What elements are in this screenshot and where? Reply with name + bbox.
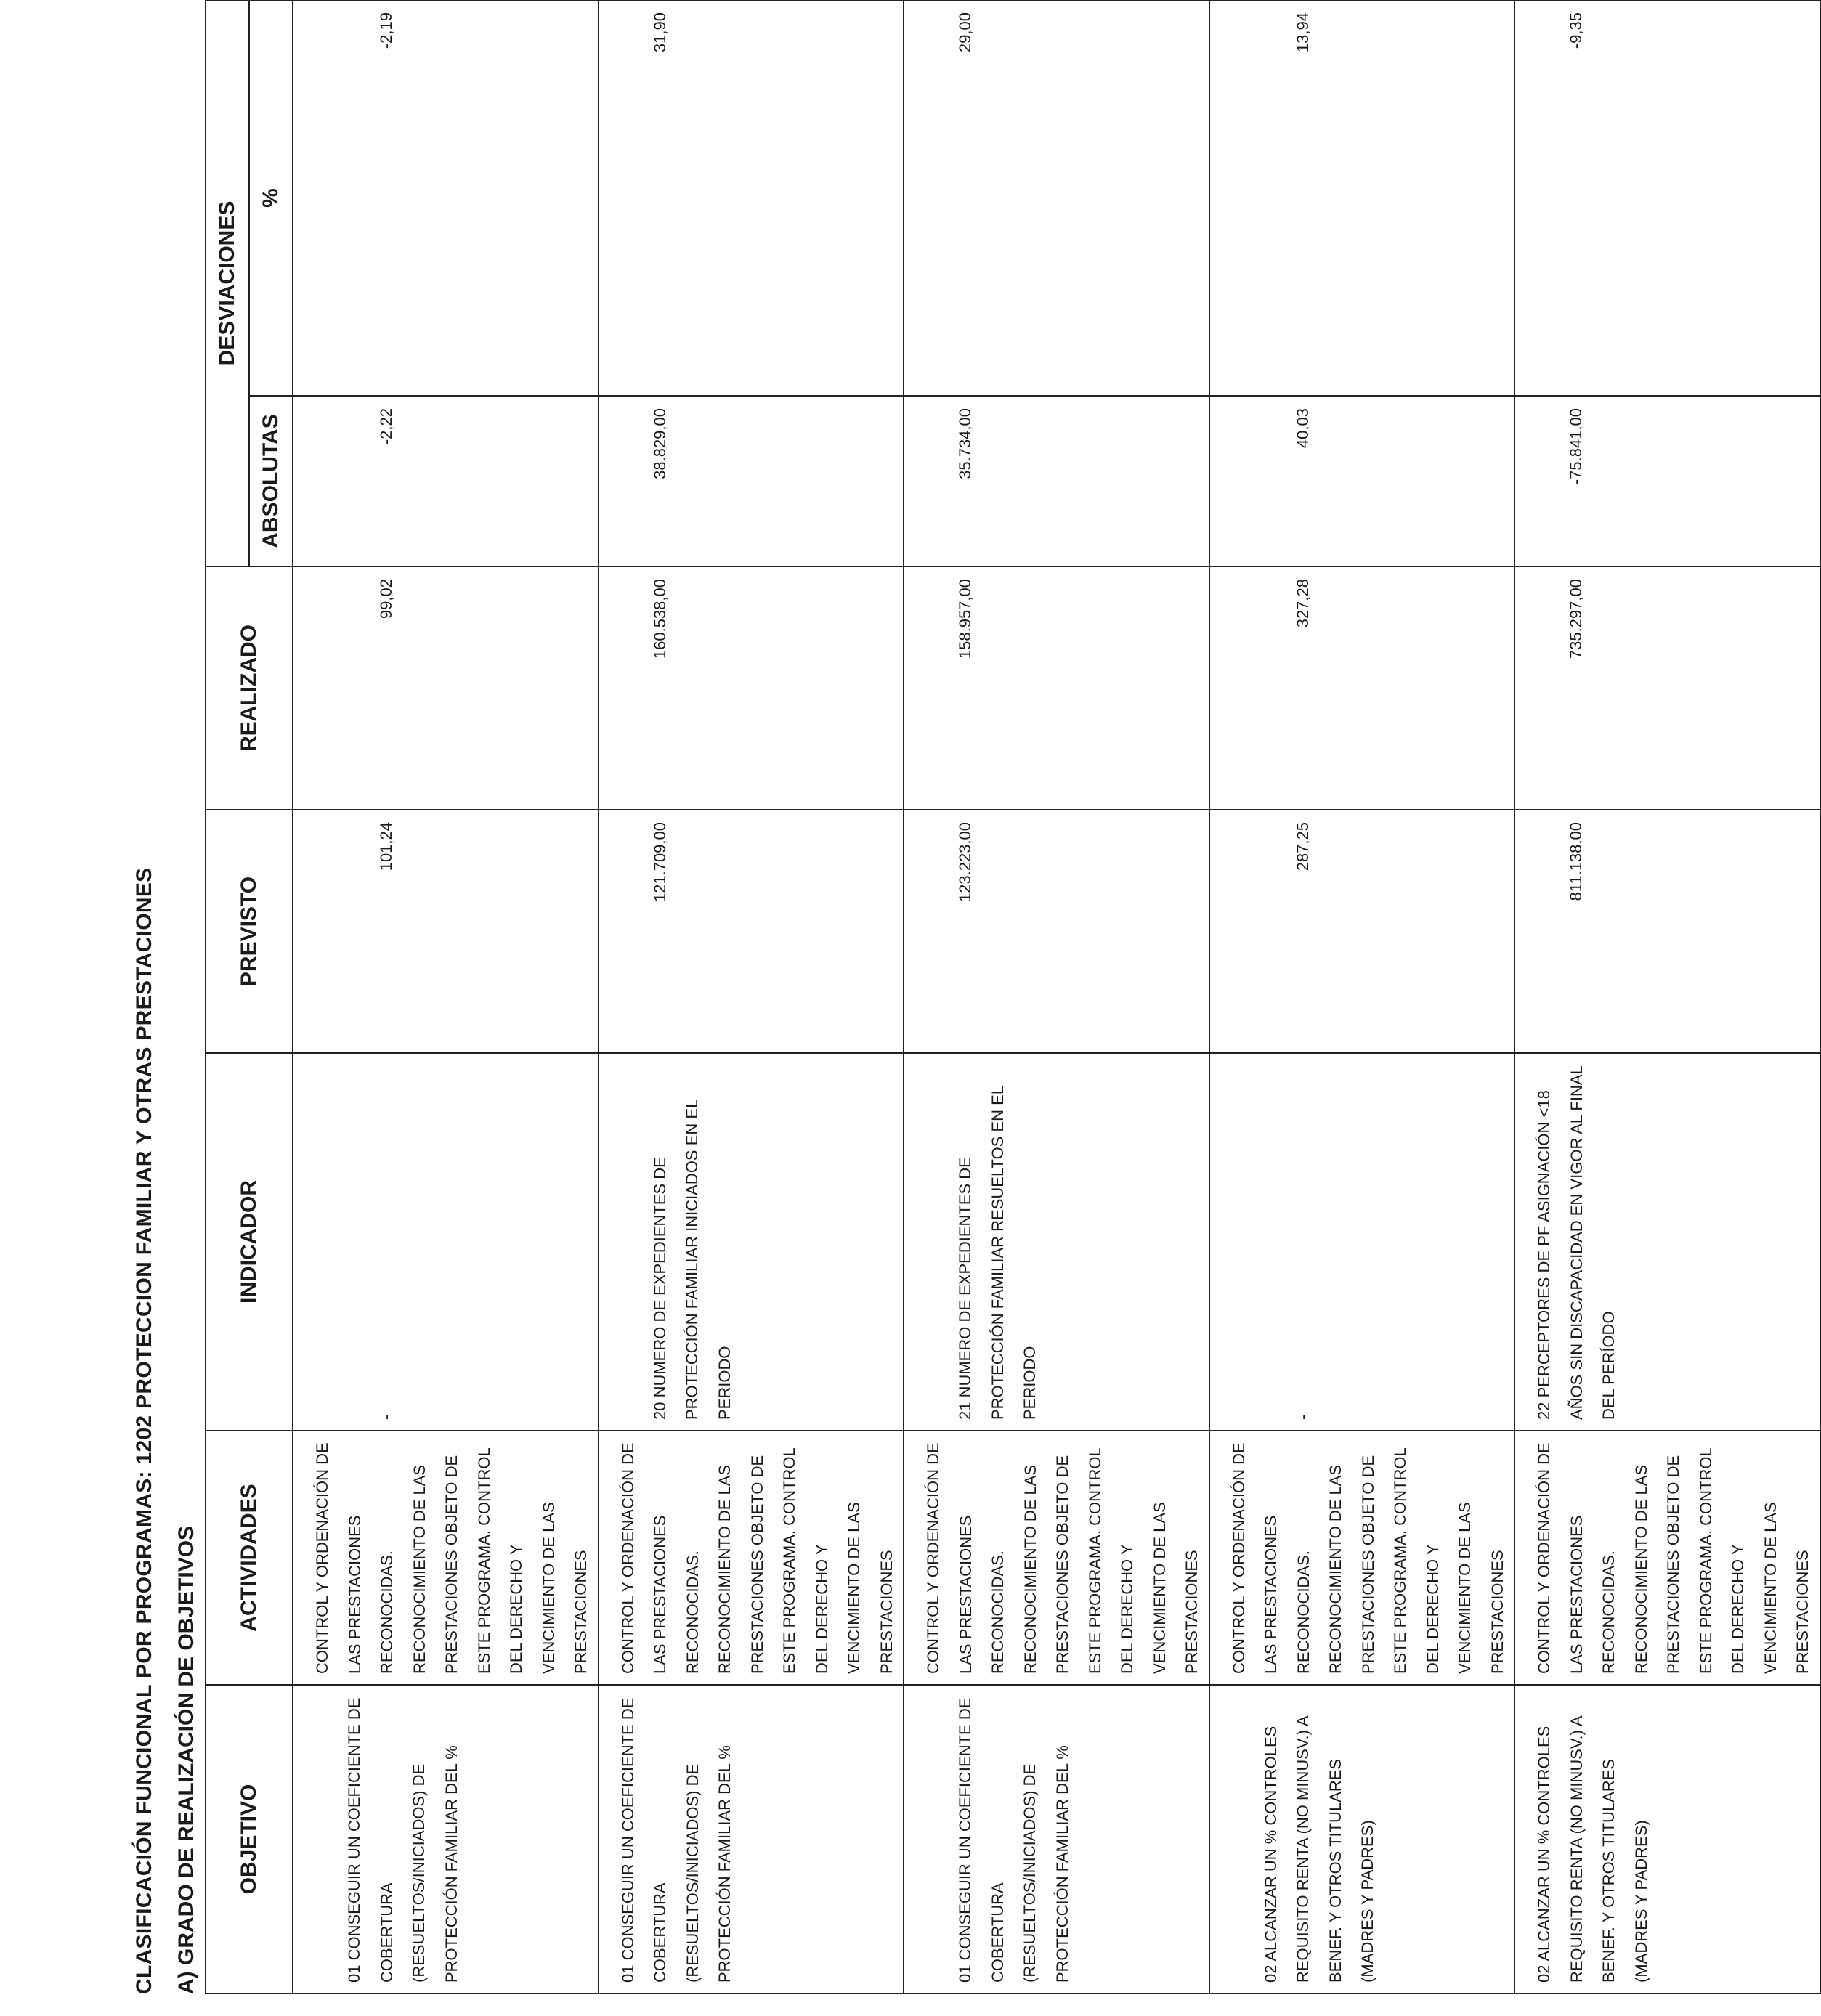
header-indicador: INDICADOR xyxy=(206,1053,293,1431)
objetivo-cell: 01 CONSEGUIR UN COEFICIENTE DE COBERTURA (RESUELTOS/INICIADOS) DE PROTECCIÓN FAMILIAR DEL % xyxy=(293,1685,599,1993)
realizado-cell: 160.538,00 xyxy=(599,566,904,810)
indicador-cell: 22 PERCEPTORES DE PF ASIGNACIÓN <18 AÑOS SIN DISCAPACIDAD EN VIGOR AL FINAL DEL PERÍODO xyxy=(1514,1053,1820,1431)
indicador-cell: - xyxy=(1209,1053,1515,1431)
objectives-table xyxy=(205,0,1821,1994)
actividades-cell: CONTROL Y ORDENACIÓN DE LAS PRESTACIONES RECONOCIDAS. RECONOCIMIENTO DE LAS PRESTACIONES OBJETO DE ESTE PROGRAMA. CONTROL DEL DERECHO Y VENCIMIENTO DE LAS PRESTACIONES xyxy=(293,1431,599,1685)
previsto-cell: 811.138,00 xyxy=(1514,810,1820,1053)
actividades-cell: CONTROL Y ORDENACIÓN DE LAS PRESTACIONES RECONOCIDAS. RECONOCIMIENTO DE LAS PRESTACIONES OBJETO DE ESTE PROGRAMA. CONTROL DEL DERECHO Y VENCIMIENTO DE LAS PRESTACIONES xyxy=(1514,1431,1820,1685)
previsto-cell: 101,24 xyxy=(293,810,599,1053)
header-objetivo: OBJETIVO xyxy=(206,1685,293,1993)
table-row xyxy=(1209,0,1515,1993)
actividades-cell: CONTROL Y ORDENACIÓN DE LAS PRESTACIONES RECONOCIDAS. RECONOCIMIENTO DE LAS PRESTACIONES OBJETO DE ESTE PROGRAMA. CONTROL DEL DERECHO Y VENCIMIENTO DE LAS PRESTACIONES xyxy=(904,1431,1209,1685)
header-porcentaje: % xyxy=(249,0,293,396)
realizado-cell: 158.957,00 xyxy=(904,566,1209,810)
previsto-cell: 287,25 xyxy=(1209,810,1515,1053)
header-absolutas: ABSOLUTAS xyxy=(249,396,293,566)
absolutas-cell: -2,22 xyxy=(293,396,599,566)
header-desviaciones: DESVIACIONES xyxy=(206,0,249,566)
table-row xyxy=(904,0,1209,1993)
table-row xyxy=(599,0,904,1993)
absolutas-cell: 35.734,00 xyxy=(904,396,1209,566)
objetivo-cell: 02 ALCANZAR UN % CONTROLES REQUISITO RENTA (NO MINUSV.) A BENEF. Y OTROS TITULARES (MADRES Y PADRES) xyxy=(1209,1685,1515,1993)
absolutas-cell: 38.829,00 xyxy=(599,396,904,566)
indicador-cell: 21 NUMERO DE EXPEDIENTES DE PROTECCIÓN FAMILIAR RESUELTOS EN EL PERIODO xyxy=(904,1053,1209,1431)
porcentaje-cell: 29,00 xyxy=(904,0,1209,396)
section-heading: A) GRADO DE REALIZACIÓN DE OBJETIVOS xyxy=(174,1525,198,1994)
indicador-cell: - xyxy=(293,1053,599,1431)
header-realizado: REALIZADO xyxy=(206,566,293,810)
document-title: CLASIFICACIÓN FUNCIONAL POR PROGRAMAS: 1202 PROTECCION FAMILIAR Y OTRAS PRESTACIONES xyxy=(132,867,156,1994)
porcentaje-cell: -2,19 xyxy=(293,0,599,396)
absolutas-cell: 40,03 xyxy=(1209,396,1515,566)
porcentaje-cell: 31,90 xyxy=(599,0,904,396)
porcentaje-cell: 13,94 xyxy=(1209,0,1515,396)
porcentaje-cell: -9,35 xyxy=(1514,0,1820,396)
header-actividades: ACTIVIDADES xyxy=(206,1431,293,1685)
objetivo-cell: 01 CONSEGUIR UN COEFICIENTE DE COBERTURA (RESUELTOS/INICIADOS) DE PROTECCIÓN FAMILIAR DEL % xyxy=(904,1685,1209,1993)
realizado-cell: 327,28 xyxy=(1209,566,1515,810)
table-row xyxy=(1514,0,1820,1993)
previsto-cell: 121.709,00 xyxy=(599,810,904,1053)
table-row xyxy=(293,0,599,1993)
realizado-cell: 735.297,00 xyxy=(1514,566,1820,810)
objetivo-cell: 01 CONSEGUIR UN COEFICIENTE DE COBERTURA (RESUELTOS/INICIADOS) DE PROTECCIÓN FAMILIAR DEL % xyxy=(599,1685,904,1993)
actividades-cell: CONTROL Y ORDENACIÓN DE LAS PRESTACIONES RECONOCIDAS. RECONOCIMIENTO DE LAS PRESTACIONES OBJETO DE ESTE PROGRAMA. CONTROL DEL DERECHO Y VENCIMIENTO DE LAS PRESTACIONES xyxy=(1209,1431,1515,1685)
absolutas-cell: -75.841,00 xyxy=(1514,396,1820,566)
previsto-cell: 123.223,00 xyxy=(904,810,1209,1053)
objetivo-cell: 02 ALCANZAR UN % CONTROLES REQUISITO RENTA (NO MINUSV.) A BENEF. Y OTROS TITULARES (MADRES Y PADRES) xyxy=(1514,1685,1820,1993)
realizado-cell: 99,02 xyxy=(293,566,599,810)
indicador-cell: 20 NUMERO DE EXPEDIENTES DE PROTECCIÓN FAMILIAR INICIADOS EN EL PERIODO xyxy=(599,1053,904,1431)
header-previsto: PREVISTO xyxy=(206,810,293,1053)
actividades-cell: CONTROL Y ORDENACIÓN DE LAS PRESTACIONES RECONOCIDAS. RECONOCIMIENTO DE LAS PRESTACIONES OBJETO DE ESTE PROGRAMA. CONTROL DEL DERECHO Y VENCIMIENTO DE LAS PRESTACIONES xyxy=(599,1431,904,1685)
